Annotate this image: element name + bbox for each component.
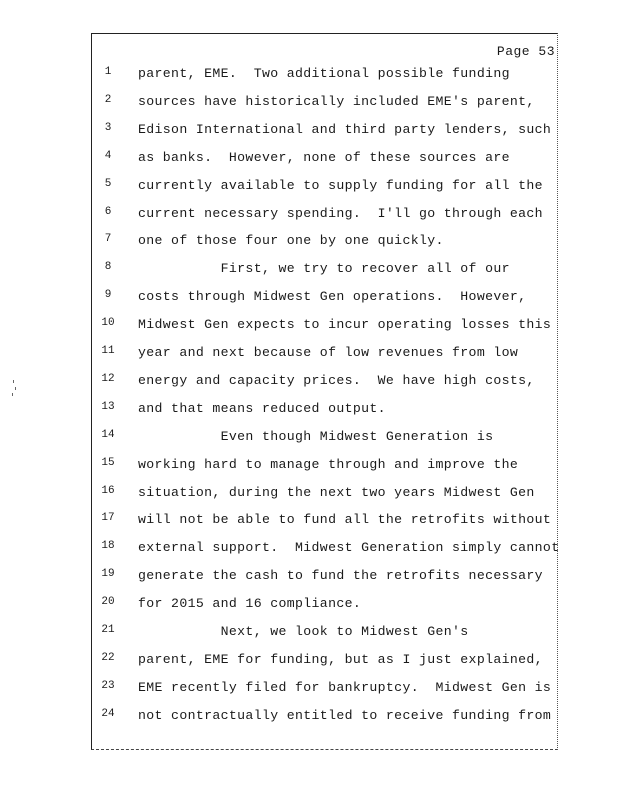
line-text: external support. Midwest Generation simply cannot (138, 540, 560, 556)
line-number: 10 (101, 317, 115, 330)
line-number: 14 (101, 428, 115, 441)
line-number: 4 (104, 149, 112, 162)
line-text: Edison International and third party lenders, such (138, 121, 552, 137)
transcript-line (0, 66, 618, 86)
transcript-line (0, 345, 618, 365)
line-text: Even though Midwest Generation is (138, 428, 494, 444)
line-number: 16 (101, 484, 115, 497)
line-number: 13 (101, 400, 115, 413)
page-number: Page 53 (496, 44, 555, 59)
line-number: 24 (101, 707, 115, 720)
line-text: situation, during the next two years Midwest Gen (138, 484, 535, 500)
transcript-line (0, 206, 618, 226)
transcript-line (0, 122, 618, 142)
line-number: 18 (101, 540, 115, 553)
transcript-line (0, 401, 618, 421)
line-text: energy and capacity prices. We have high costs, (138, 372, 535, 388)
line-number: 8 (104, 261, 112, 274)
line-number: 19 (101, 568, 115, 581)
transcript-line (0, 150, 618, 170)
transcript-line (0, 317, 618, 337)
line-number: 12 (101, 372, 115, 385)
transcript-line (0, 568, 618, 588)
line-number: 2 (104, 93, 112, 106)
line-number: 1 (104, 66, 112, 78)
scan-specks (12, 380, 18, 400)
line-text: not contractually entitled to receive funding from (138, 707, 552, 723)
line-number: 9 (104, 289, 112, 302)
transcript-line (0, 624, 618, 644)
line-number: 5 (104, 177, 112, 190)
transcript-line (0, 261, 618, 281)
line-number: 6 (104, 205, 112, 218)
transcript-line (0, 596, 618, 616)
transcript-line (0, 429, 618, 449)
transcript-line (0, 457, 618, 477)
transcript-line (0, 680, 618, 700)
line-text: will not be able to fund all the retrofits without (138, 512, 552, 528)
line-number: 21 (101, 624, 115, 636)
line-text: EME recently filed for bankruptcy. Midwest Gen is (138, 679, 552, 695)
line-text: parent, EME. Two additional possible funding (138, 66, 510, 81)
line-number: 15 (101, 456, 115, 469)
line-text: costs through Midwest Gen operations. However, (138, 289, 527, 305)
transcript-line (0, 485, 618, 505)
line-number: 17 (101, 512, 115, 525)
transcript-line (0, 512, 618, 532)
transcript-line (0, 540, 618, 560)
line-text: Midwest Gen expects to incur operating losses this (138, 317, 552, 333)
line-number: 23 (101, 679, 115, 692)
line-text: as banks. However, none of these sources are (138, 149, 510, 165)
transcript-line (0, 289, 618, 309)
line-number: 7 (104, 233, 112, 246)
line-text: First, we try to recover all of our (138, 261, 510, 277)
line-text: current necessary spending. I'll go through each (138, 205, 543, 221)
line-text: parent, EME for funding, but as I just explained, (138, 651, 543, 667)
transcript-line (0, 233, 618, 253)
line-number: 22 (101, 651, 115, 664)
transcript-line (0, 94, 618, 114)
line-text: one of those four one by one quickly. (138, 233, 444, 249)
line-text: Next, we look to Midwest Gen's (138, 624, 469, 639)
transcript-line (0, 373, 618, 393)
line-text: currently available to supply funding for all the (138, 177, 543, 193)
transcript-line (0, 708, 618, 728)
transcript-line (0, 652, 618, 672)
line-number: 20 (101, 596, 115, 609)
line-text: sources have historically included EME's parent, (138, 93, 535, 109)
line-text: working hard to manage through and improve the (138, 456, 519, 472)
line-text: for 2015 and 16 compliance. (138, 596, 362, 612)
transcript-line (0, 178, 618, 198)
line-text: generate the cash to fund the retrofits necessary (138, 568, 543, 584)
line-text: and that means reduced output. (138, 400, 386, 416)
line-number: 3 (104, 121, 112, 134)
line-number: 11 (101, 345, 115, 357)
line-text: year and next because of low revenues from low (138, 345, 519, 360)
